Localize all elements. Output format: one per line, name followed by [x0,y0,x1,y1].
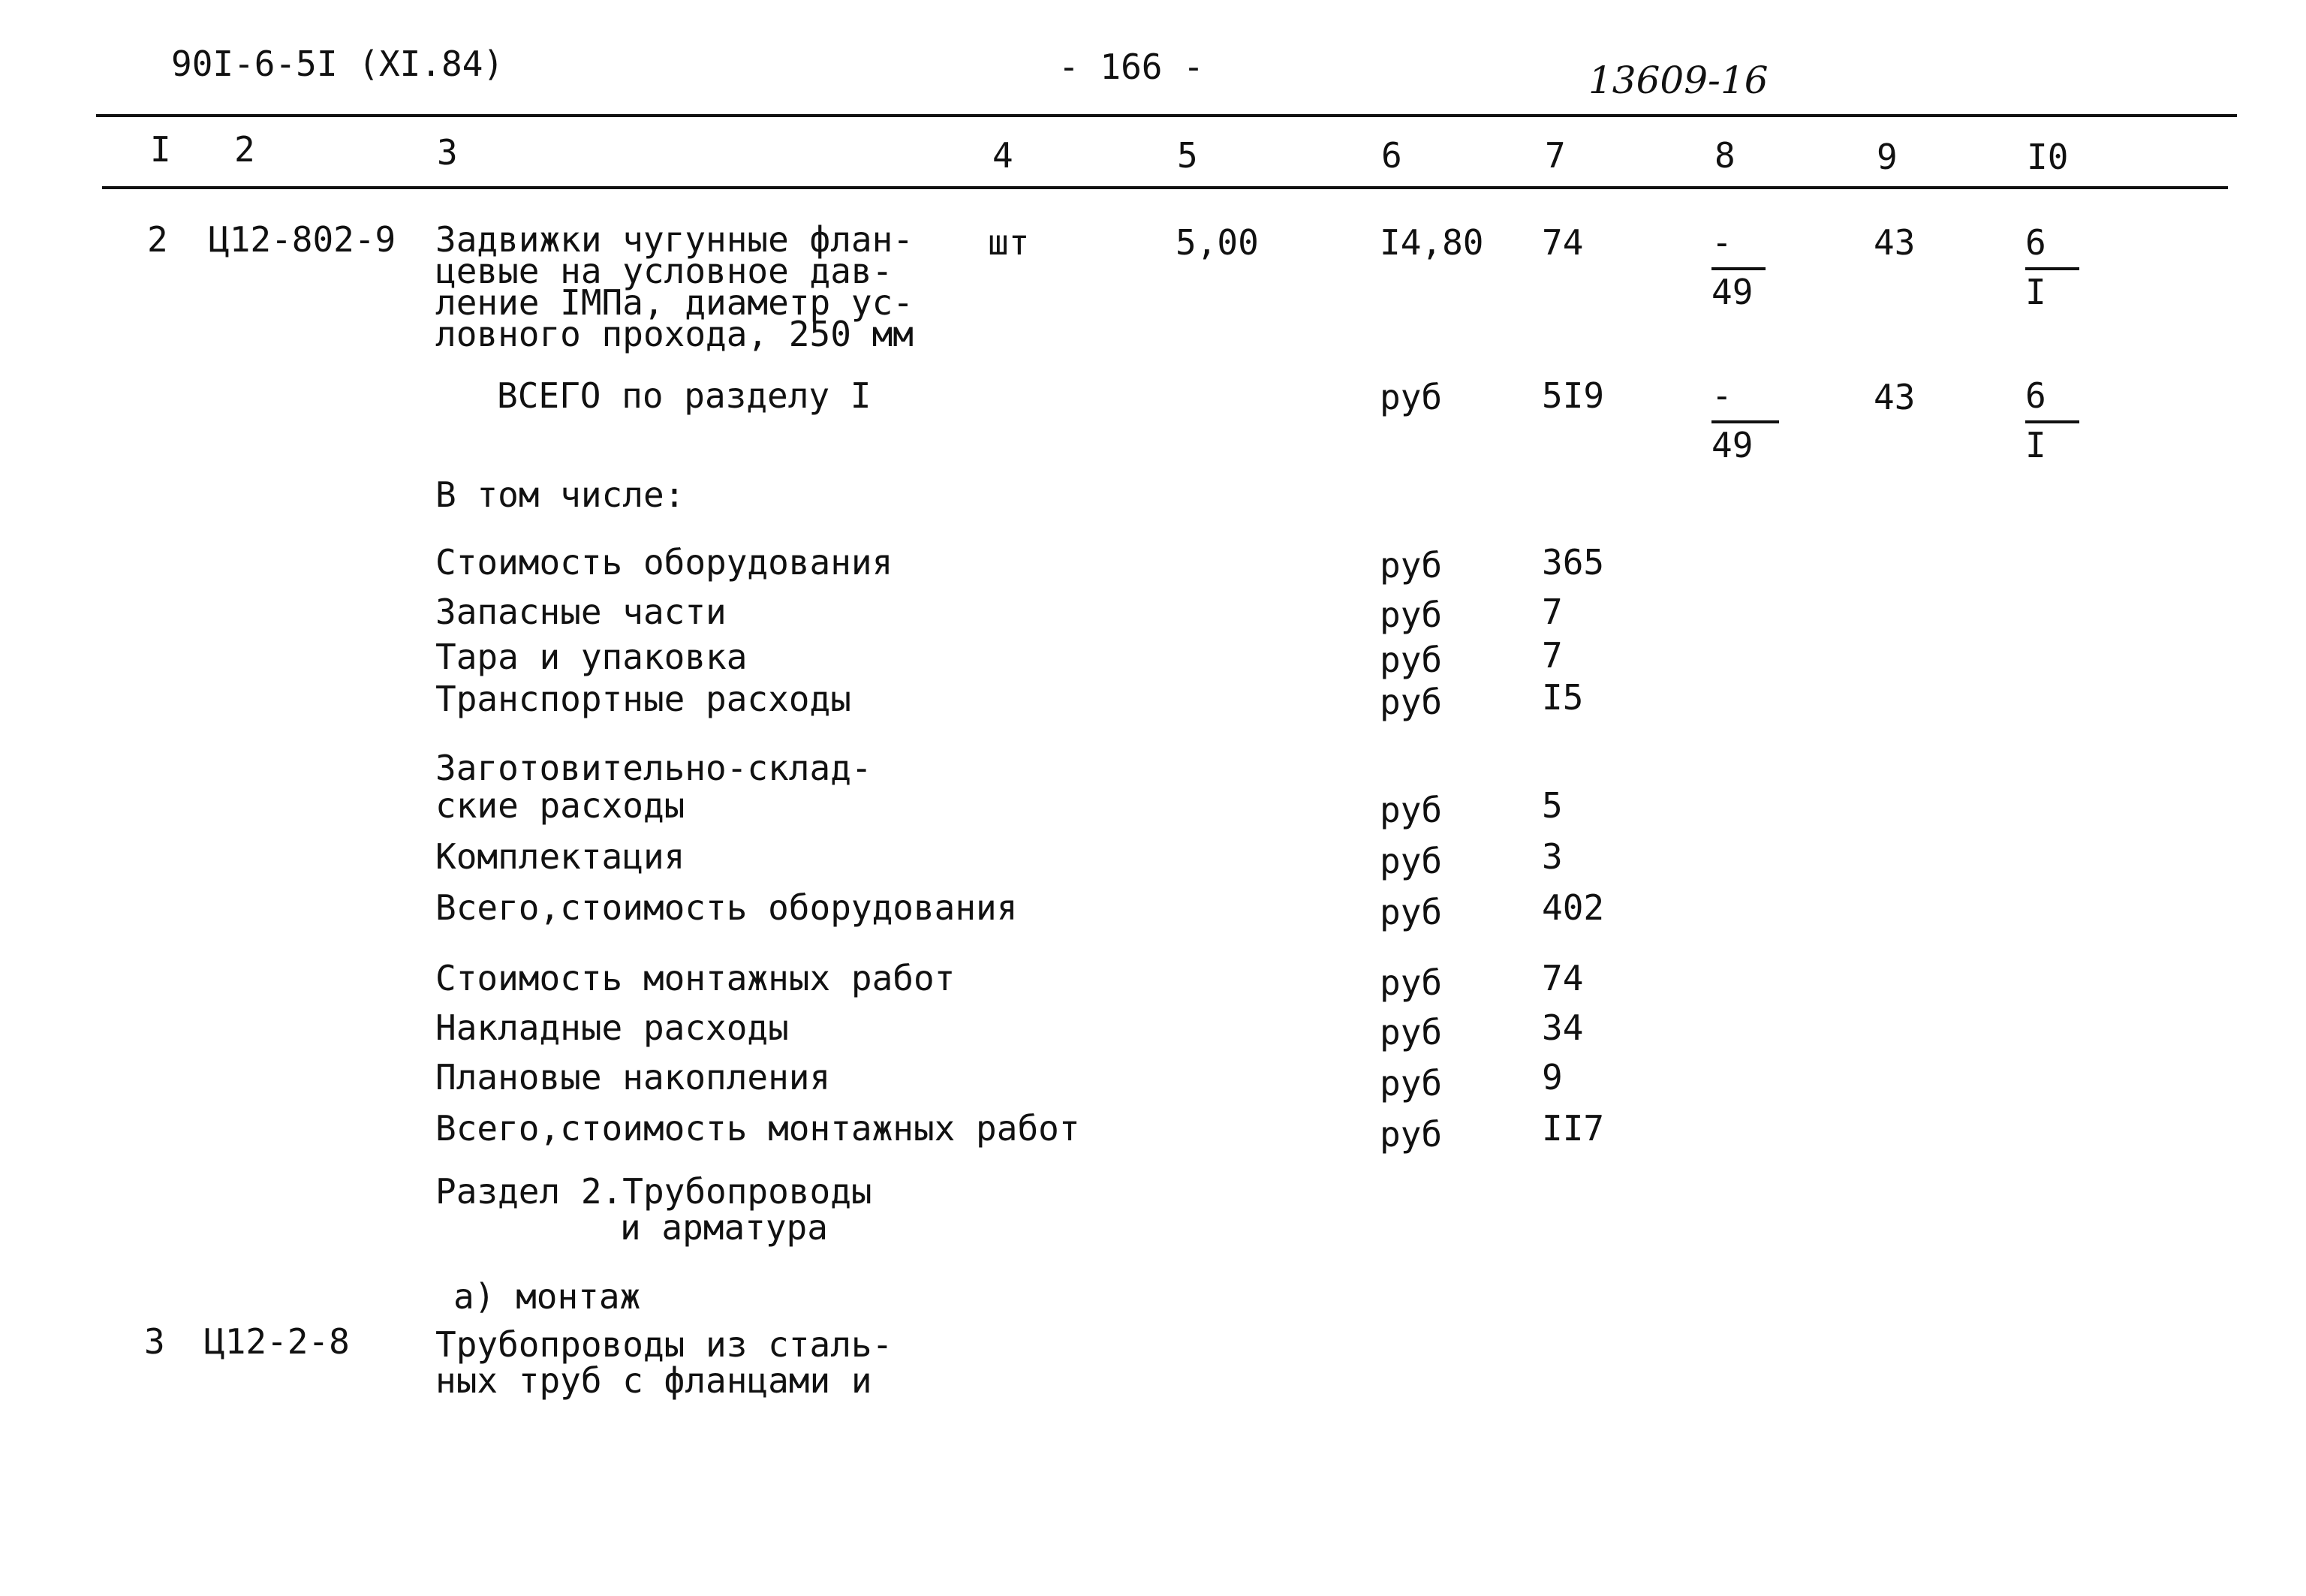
including-label: В том числе: [435,474,685,515]
breakdown-value: 74 [1542,958,1584,998]
breakdown-unit: руб [1380,1063,1443,1104]
handwritten-number: 13609-16 [1588,59,1769,102]
row-description: Трубопроводы из сталь- [435,1324,893,1365]
breakdown-value: 9 [1542,1057,1563,1098]
description-line: ловного прохода, 250 мм [435,314,914,354]
section-heading-line2: и арматура [620,1207,828,1248]
fraction-denominator: I [2025,425,2046,465]
breakdown-value: 7 [1542,592,1563,632]
description-line: цевые на условное дав- [435,251,893,291]
breakdown-value: II7 [1542,1108,1605,1149]
row-quantity: 5,00 [1176,222,1259,263]
fraction-denominator: 49 [1711,425,1754,465]
fraction-bar [1711,420,1779,423]
fraction-numerator: 6 [2025,222,2046,263]
description-line: ление IМПа, диаметр ус- [435,282,914,323]
breakdown-label: Стоимость монтажных работ [435,958,956,998]
row-total: 74 [1542,222,1584,263]
breakdown-unit: руб [1380,841,1443,881]
breakdown-label: Стоимость оборудования [435,542,893,583]
fraction-bar [2025,420,2079,423]
section-total-label: ВСЕГО по разделу I [497,375,872,416]
header-rule [102,186,2228,189]
breakdown-unit: руб [1380,595,1443,635]
section-total-value: 5I9 [1542,375,1605,416]
breakdown-unit: руб [1380,682,1443,722]
breakdown-label: Всего,стоимость оборудования [435,887,1018,928]
row-code: Ц12-2-8 [204,1321,350,1362]
breakdown-value: 34 [1542,1007,1584,1048]
breakdown-label: Заготовительно-склад- [435,748,872,788]
breakdown-unit: руб [1380,790,1443,830]
row-code: Ц12-802-9 [209,219,396,260]
col-header-10: I0 [2027,137,2069,177]
row-unit-price: I4,80 [1380,222,1484,263]
col-header-4: 4 [992,135,1013,176]
breakdown-label: Транспортные расходы [435,679,851,719]
breakdown-label: ские расходы [435,785,685,826]
row-col9: 43 [1874,222,1916,263]
row-description [435,219,914,354]
col-header-5: 5 [1177,135,1198,176]
fraction-denominator: 49 [1711,272,1754,312]
breakdown-unit: руб [1380,892,1443,932]
col-header-7: 7 [1545,135,1566,176]
col-header-9: 9 [1877,137,1898,177]
page-number: - 166 - [1058,47,1204,87]
section-total-col9: 43 [1874,377,1916,417]
breakdown-value: 365 [1542,542,1605,583]
breakdown-unit: руб [1380,962,1443,1003]
breakdown-value: 5 [1542,785,1563,826]
row-unit: шт [988,222,1030,263]
breakdown-value: 7 [1542,635,1563,676]
breakdown-label: Комплектация [435,836,685,877]
breakdown-value: I5 [1542,677,1584,718]
breakdown-label: Запасные части [435,592,727,632]
breakdown-unit: руб [1380,1114,1443,1155]
col-header-1: I [150,129,171,170]
top-rule [96,114,2237,117]
document-code: 90I-6-5I (XI.84) [171,44,504,84]
col-header-2: 2 [234,129,255,170]
breakdown-label: Тара и упаковка [435,637,748,677]
fraction-numerator: - [1711,222,1733,263]
row-description-line2: ных труб с фланцами и [435,1360,872,1401]
col-header-3: 3 [437,132,458,173]
breakdown-label: Всего,стоимость монтажных работ [435,1108,1080,1149]
fraction-denominator: I [2025,272,2046,312]
breakdown-unit: руб [1380,640,1443,680]
breakdown-value: 402 [1542,887,1605,928]
row-number: 3 [144,1321,165,1362]
row-number: 2 [147,219,168,260]
fraction-numerator: 6 [2025,375,2046,416]
breakdown-label: Плановые накопления [435,1057,831,1098]
col-header-6: 6 [1381,135,1402,176]
breakdown-label: Накладные расходы [435,1007,789,1048]
col-header-8: 8 [1714,135,1736,176]
section-total-unit: руб [1380,377,1443,417]
fraction-bar [1711,267,1766,270]
breakdown-unit: руб [1380,1012,1443,1052]
section-heading: Раздел 2.Трубопроводы [435,1171,872,1212]
fraction-bar [2025,267,2079,270]
breakdown-value: 3 [1542,836,1563,877]
subsection-heading: а) монтаж [453,1276,641,1317]
description-line: Задвижки чугунные флан- [435,219,914,260]
fraction-numerator: - [1711,375,1733,416]
breakdown-unit: руб [1380,545,1443,586]
